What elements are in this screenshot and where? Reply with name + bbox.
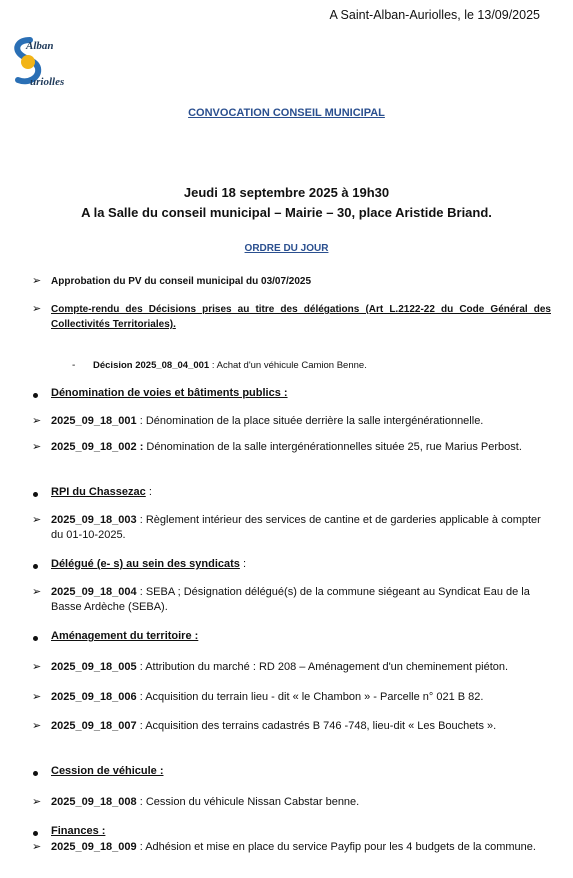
item-code: 2025_09_18_006 <box>51 691 137 703</box>
section-rpi <box>51 486 152 498</box>
bullet-icon <box>33 393 38 398</box>
arrow-icon: ➢ <box>32 586 42 598</box>
item-text: : Acquisition des terrains cadastrés B 746 -748, lieu-dit « Les Bouchets ». <box>136 720 497 732</box>
agenda-item-009 <box>51 840 541 855</box>
dash-bullet: - <box>72 360 76 371</box>
bullet-icon <box>33 636 38 641</box>
logo-text-top: Alban <box>26 40 54 52</box>
item-text: Dénomination de la salle intergénérationnelles située 25, rue Marius Perbost. <box>143 441 522 453</box>
arrow-icon: ➢ <box>32 691 42 703</box>
decision-line <box>93 360 367 371</box>
agenda-heading: ORDRE DU JOUR <box>244 243 329 254</box>
arrow-icon: ➢ <box>32 661 42 673</box>
decision-code: Décision 2025_08_04_001 <box>93 360 210 371</box>
section-amenagement: Aménagement du territoire : <box>51 630 199 642</box>
item-code: 2025_09_18_008 <box>51 796 137 808</box>
agenda-item-compte-rendu: Compte-rendu des Décisions prises au titre des délégations (Art L.2122-22 du Code Général des Collectivités Territoriales). <box>51 304 551 330</box>
item-text: : Attribution du marché : RD 208 – Aménagement d'un cheminement piéton. <box>136 661 509 673</box>
item-code: 2025_09_18_007 <box>51 720 137 732</box>
bullet-icon <box>33 831 38 836</box>
arrow-icon: ➢ <box>32 275 42 287</box>
bullet-icon <box>33 564 38 569</box>
section-title: RPI du Chassezac <box>51 486 146 498</box>
meeting-place: A la Salle du conseil municipal – Mairie – 30, place Aristide Briand. <box>81 205 492 220</box>
item-code: 2025_09_18_009 <box>51 841 137 853</box>
agenda-item-008 <box>51 795 551 810</box>
arrow-icon: ➢ <box>32 796 42 808</box>
item-text: : SEBA ; Désignation délégué(s) de la commune siégeant au Syndicat Eau de la Basse Ardèche (SEBA). <box>51 586 530 613</box>
place-date: A Saint-Alban-Auriolles, le 13/09/2025 <box>329 8 540 22</box>
item-code: 2025_09_18_005 <box>51 661 137 673</box>
section-finances: Finances : <box>51 825 106 837</box>
agenda-item-004 <box>51 585 541 615</box>
arrow-icon: ➢ <box>32 303 42 315</box>
agenda-item-005 <box>51 660 561 675</box>
item-code: 2025_09_18_004 <box>51 586 137 598</box>
item-text: : Adhésion et mise en place du service Payfip pour les 4 budgets de la commune. <box>136 841 536 853</box>
arrow-icon: ➢ <box>32 415 42 427</box>
section-title: Délégué (e- s) au sein des syndicats <box>51 558 240 570</box>
section-denomination: Dénomination de voies et bâtiments publics : <box>51 387 288 399</box>
item-code: 2025_09_18_001 <box>51 415 137 427</box>
agenda-item-001 <box>51 414 551 429</box>
item-code: 2025_09_18_003 <box>51 514 137 526</box>
arrow-icon: ➢ <box>32 514 42 526</box>
agenda-item-003 <box>51 513 546 543</box>
agenda-item-006 <box>51 690 561 705</box>
section-suffix: : <box>239 558 247 570</box>
bullet-icon <box>33 771 38 776</box>
agenda-item-007 <box>51 719 561 734</box>
meeting-date: Jeudi 18 septembre 2025 à 19h30 <box>183 185 390 200</box>
decision-text: : Achat d'un véhicule Camion Benne. <box>209 360 367 371</box>
section-cession: Cession de véhicule : <box>51 765 164 777</box>
section-delegues <box>51 558 246 570</box>
arrow-icon: ➢ <box>32 841 42 853</box>
item-text: : Cession du véhicule Nissan Cabstar benne. <box>136 796 360 808</box>
agenda-item-pv: Approbation du PV du conseil municipal du 03/07/2025 <box>51 276 312 287</box>
agenda-item-002 <box>51 440 531 455</box>
logo-text-bottom: uriolles <box>30 76 65 88</box>
arrow-icon: ➢ <box>32 441 42 453</box>
arrow-icon: ➢ <box>32 720 42 732</box>
item-text: : Acquisition du terrain lieu - dit « le Chambon » - Parcelle n° 021 B 82. <box>136 691 484 703</box>
item-text: : Dénomination de la place située derrière la salle intergénérationnelle. <box>136 415 484 427</box>
item-text: : Règlement intérieur des services de cantine et de garderies applicable à compter du 01-10-2025. <box>51 514 541 541</box>
item-code: 2025_09_18_002 : <box>51 441 144 453</box>
section-suffix: : <box>145 486 152 498</box>
document-title: CONVOCATION CONSEIL MUNICIPAL <box>188 107 385 119</box>
bullet-icon <box>33 492 38 497</box>
